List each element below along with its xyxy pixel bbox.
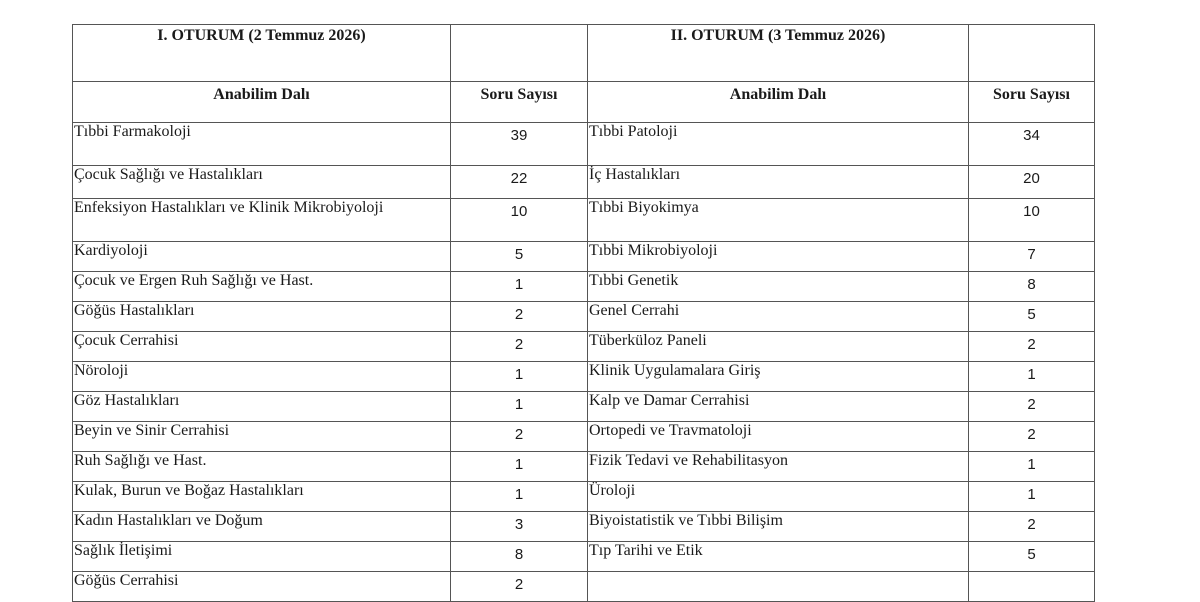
table-row: [73, 123, 1095, 166]
left-count-cell: 1: [451, 392, 588, 422]
exam-schedule-table: [72, 24, 1095, 602]
left-count-header: Soru Sayısı: [451, 82, 588, 123]
session-1-blank: [451, 25, 588, 82]
left-count-cell: 5: [451, 242, 588, 272]
left-department-cell: Kulak, Burun ve Boğaz Hastalıkları: [73, 482, 451, 512]
right-department-cell: Tıbbi Mikrobiyoloji: [588, 242, 969, 272]
session-header-row: [73, 25, 1095, 82]
table-row: [73, 362, 1095, 392]
left-department-cell: Göz Hastalıkları: [73, 392, 451, 422]
right-count-header: Soru Sayısı: [969, 82, 1095, 123]
right-count-cell: 1: [969, 482, 1095, 512]
right-department-cell: Tıp Tarihi ve Etik: [588, 542, 969, 572]
session-2-blank: [969, 25, 1095, 82]
left-department-cell: Ruh Sağlığı ve Hast.: [73, 452, 451, 482]
left-department-cell: Nöroloji: [73, 362, 451, 392]
left-department-cell: Kadın Hastalıkları ve Doğum: [73, 512, 451, 542]
right-department-cell: İç Hastalıkları: [588, 166, 969, 199]
right-count-cell: 1: [969, 362, 1095, 392]
left-count-cell: 2: [451, 422, 588, 452]
right-department-cell: Biyoistatistik ve Tıbbi Bilişim: [588, 512, 969, 542]
table-row: [73, 272, 1095, 302]
column-header-row: [73, 82, 1095, 123]
right-department-cell: Klinik Uygulamalara Giriş: [588, 362, 969, 392]
left-department-cell: Enfeksiyon Hastalıkları ve Klinik Mikrobiyoloji: [73, 199, 451, 242]
right-department-cell: Tıbbi Patoloji: [588, 123, 969, 166]
right-count-cell: 2: [969, 392, 1095, 422]
left-count-cell: 39: [451, 123, 588, 166]
right-department-cell: Kalp ve Damar Cerrahisi: [588, 392, 969, 422]
session-2-title: II. OTURUM (3 Temmuz 2026): [588, 25, 969, 82]
left-department-cell: Sağlık İletişimi: [73, 542, 451, 572]
table-row: [73, 542, 1095, 572]
left-count-cell: 2: [451, 572, 588, 602]
right-department-cell: [588, 572, 969, 602]
left-count-cell: 2: [451, 302, 588, 332]
right-department-cell: Tıbbi Genetik: [588, 272, 969, 302]
right-count-cell: [969, 572, 1095, 602]
left-department-cell: Çocuk Cerrahisi: [73, 332, 451, 362]
right-count-cell: 5: [969, 542, 1095, 572]
left-department-cell: Çocuk Sağlığı ve Hastalıkları: [73, 166, 451, 199]
right-department-header: Anabilim Dalı: [588, 82, 969, 123]
right-count-cell: 5: [969, 302, 1095, 332]
right-department-cell: Fizik Tedavi ve Rehabilitasyon: [588, 452, 969, 482]
table-row: [73, 572, 1095, 602]
right-count-cell: 1: [969, 452, 1095, 482]
left-count-cell: 2: [451, 332, 588, 362]
left-count-cell: 1: [451, 452, 588, 482]
right-count-cell: 2: [969, 512, 1095, 542]
table-row: [73, 482, 1095, 512]
session-1-title: I. OTURUM (2 Temmuz 2026): [73, 25, 451, 82]
table-row: [73, 166, 1095, 199]
table-row: [73, 242, 1095, 272]
left-department-header: Anabilim Dalı: [73, 82, 451, 123]
table-row: [73, 452, 1095, 482]
table-row: [73, 512, 1095, 542]
left-department-cell: Göğüs Cerrahisi: [73, 572, 451, 602]
left-count-cell: 10: [451, 199, 588, 242]
left-department-cell: Çocuk ve Ergen Ruh Sağlığı ve Hast.: [73, 272, 451, 302]
left-count-cell: 3: [451, 512, 588, 542]
left-department-cell: Tıbbi Farmakoloji: [73, 123, 451, 166]
table-row: [73, 302, 1095, 332]
right-count-cell: 8: [969, 272, 1095, 302]
table-row: [73, 422, 1095, 452]
table-row: [73, 199, 1095, 242]
right-department-cell: Ortopedi ve Travmatoloji: [588, 422, 969, 452]
right-department-cell: Üroloji: [588, 482, 969, 512]
left-count-cell: 1: [451, 362, 588, 392]
left-count-cell: 1: [451, 482, 588, 512]
left-count-cell: 1: [451, 272, 588, 302]
right-count-cell: 2: [969, 422, 1095, 452]
right-count-cell: 7: [969, 242, 1095, 272]
table-row: [73, 392, 1095, 422]
right-department-cell: Tüberküloz Paneli: [588, 332, 969, 362]
left-count-cell: 8: [451, 542, 588, 572]
right-count-cell: 20: [969, 166, 1095, 199]
table-row: [73, 332, 1095, 362]
right-count-cell: 2: [969, 332, 1095, 362]
left-department-cell: Beyin ve Sinir Cerrahisi: [73, 422, 451, 452]
right-count-cell: 34: [969, 123, 1095, 166]
right-department-cell: Tıbbi Biyokimya: [588, 199, 969, 242]
left-department-cell: Göğüs Hastalıkları: [73, 302, 451, 332]
right-department-cell: Genel Cerrahi: [588, 302, 969, 332]
left-department-cell: Kardiyoloji: [73, 242, 451, 272]
left-count-cell: 22: [451, 166, 588, 199]
right-count-cell: 10: [969, 199, 1095, 242]
